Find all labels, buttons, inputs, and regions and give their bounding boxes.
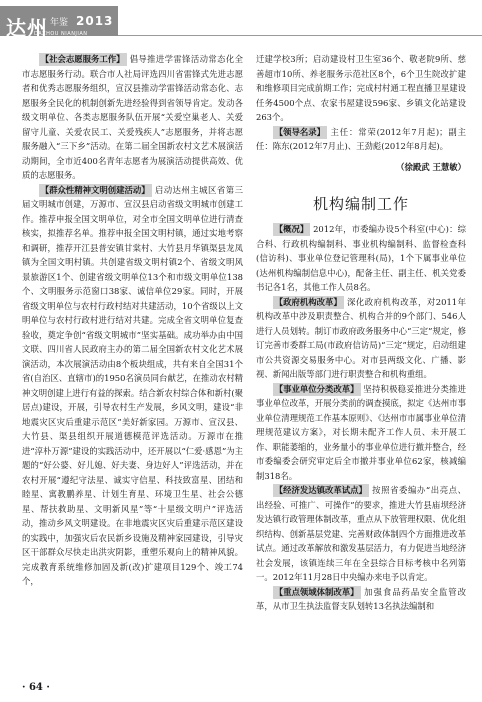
section-tag: 【社会志愿服务工作】 bbox=[40, 54, 125, 64]
right-column bbox=[256, 52, 466, 614]
paragraph-continued: 迁建学校3所；启动建设村卫生室36个、敬老院9所、慈善超市10所、养老服务示范社区8个，6个卫生院改扩建和维修项目完成前期工作；完成村村通工程直播卫星建设任务4500个点、农家书屋建设596家、乡镇文化站建设263个。 bbox=[256, 54, 466, 122]
section-title: 机构编制工作 bbox=[312, 195, 409, 213]
yearbook-banner bbox=[0, 6, 118, 40]
section-tag: 【领导名录】 bbox=[274, 126, 326, 137]
paragraph-text: 2012年，市委编办设5个科室(中心)：综合科、行政机构编制科、事业机构编制科、监督检查科(信访科)、事业单位登记管理科(局)，1个下属事业单位(达州机构编制信息中心)，配备主任、副主任、机关党委书记各1名，其他工作人员8名。 bbox=[256, 224, 466, 292]
section-tag: 【经济发达镇改革试点】 bbox=[274, 485, 367, 495]
section-tag: 【政府机构改革】 bbox=[274, 296, 342, 307]
section-tag: 【重点领域体制改革】 bbox=[274, 586, 359, 597]
paragraph-text: 启动达州主城区省第三届文明城市创建，万源市、宣汉县启动省级文明城市创建工作。推荐申报全国文明单位，对全市全国文明单位进行清查核实，拟推荐名单。推荐申报全国文明村镇，通过实地考察和调研，推荐开江县普安镇甘棠村、大竹县月华镇渠县龙凤镇为全国文明村镇。共创建省级文明村镇2个、省级文明风景旅游区1个、创建省级文明单位13个和市级文明单位138个、文明服务示范窗口38家、诚信单位29家。同时，开展省级文明单位与农村行政村结对共建活动，10个省级以上文明单位与农村行政村进行结对共建。完成全省文明单位复查验收，奠定争创“省级文明城市”坚实基础。成功举办由中国文联、四川省人民政府主办的第二届全国新农村文化艺术展演活动，本次展演活动由8个板块组成，共有来自全国31个省(自治区、直辖市)的1950名演员同台献艺，在推动农村精神文明创建上进行有益的探索。结合新农村综合体和新村(聚居点)建设，开展，引导农村生产发展，乡风文明，建设“非地震灾区灾后重建示范区”美好新家园。万源市、宣汉县、大竹县、渠县组织开展道德模范评选活动。万源市在推进“淳朴万源”建设的实践活动中，还开展以“仁爱·感恩”为主题的“好公婆、好儿媳、好夫妻、身边好人”评选活动，并在农村开展“遵纪守法星、诚实守信星、科技致富星、团结和睦星、寓教鹏养星、计划生育星、环境卫生星、社会公德星、帮扶救助星、文明新风星”等“十星级文明户”评选活动，推动乡风文明建设。在非地震灾区灾后重建示范区建设的实践中，加强灾后农民新乡设施及精神家园建设，引导灾区干部群众尽快走出洪灾阴影，重塑乐观向上的精神风貌。完成教育系统维修加固及新(改)扩建项目129个、竣工74个， bbox=[22, 184, 244, 586]
paragraph-leaders bbox=[256, 125, 466, 154]
paragraph-overview bbox=[256, 222, 466, 295]
paragraph-text: 倡导推进学雷锋活动常态化全市志愿服务行动。联合市人社局评选四川省雷锋式先进志愿者和优秀志愿服务组织，宣汉县推动学雷锋活动常态化、志愿服务全民化的机制创新先进经验得到省领导肯定。发动各级文明单位、各类志愿服务队伍开展“关爱空巢老人、关爱留守儿童、关爱农民工、关爱残疾人”志愿服务，并将志愿服务融入“三下乡”活动。在第二届全国新农村文艺术展演活动期间，全市近400名青年志愿者为展演活动提供高效、优质的志愿服务。 bbox=[22, 54, 243, 180]
brand-year: 2013 bbox=[76, 14, 114, 28]
page-header bbox=[0, 0, 482, 42]
paragraph-town-pilot bbox=[256, 483, 466, 585]
paragraph-text: 坚持积极稳妥推进分类推进事业单位改革，开展分类前的调查摸底，拟定《达州市事业单位清理规范工作基本原则》、《达州市市属事业单位清理规范建议方案》，对长期未配齐工作人员、未开展工作、职能萎缩的，业务量小的事业单位进行撤并整合，经市委编委会研究审定后全市撤并事业单位62家，核减编制318名。 bbox=[256, 383, 466, 481]
paragraph-text: 主任：常荣(2012年7月起)；副主任：陈东(2012年7月止)、王劲彪(2012年8月起)。 bbox=[256, 126, 466, 151]
paragraph-volunteer bbox=[22, 52, 243, 183]
paragraph-civilization bbox=[22, 183, 243, 589]
paragraph-text: 按照省委编办“出亮点、出经验、可推广、可操作”的要求，推进大竹县庙坝经济发达镇行政管理体制改革，重点从下放管理权限、优化组织结构、创新基层党建、完善财政体制四个方面推进改革试点。通过改革解放和激发基层活力，有力促进当地经济社会发展，该镇连续三年在全县综合目标考核中名列第一。2012年11月28日中央编办来电予以肯定。 bbox=[256, 485, 466, 582]
brand-title: 达州 bbox=[6, 16, 48, 40]
paragraph-institution-reform bbox=[256, 382, 466, 484]
header-rule bbox=[118, 35, 482, 36]
section-tag: 【群众性精神文明创建活动】 bbox=[40, 184, 150, 195]
brand-english: DAZHOU NIANJIAN bbox=[34, 31, 88, 37]
brand-subtitle: 年鉴 bbox=[50, 18, 69, 28]
paragraph-key-reform bbox=[256, 585, 466, 614]
paragraph-gov-reform bbox=[256, 295, 466, 382]
page-number: · 64 · bbox=[22, 682, 50, 693]
author-credit: （徐殿武 王慧敏） bbox=[396, 161, 466, 172]
section-tag: 【事业单位分类改革】 bbox=[274, 383, 359, 394]
section-tag: 【概况】 bbox=[274, 224, 309, 234]
left-column bbox=[22, 52, 243, 589]
paragraph-text: 深化政府机构改革，对2011年机构改革中涉及职责整合、机构合并的9个部门、546人进行人员划转。制订市政府政务服务中心“三定”规定，修订完善市委群工局(市政府信访局)“三定”规定，启动组建市公共资源交易服务中心。对市县两级文化、广播、影视、新闻出版等部门进行职责整合和机构重组。 bbox=[256, 296, 466, 379]
paragraph-text: 加强食品药品安全监管改革，从市卫生执法监督支队划转13名执法编制和 bbox=[256, 586, 466, 611]
